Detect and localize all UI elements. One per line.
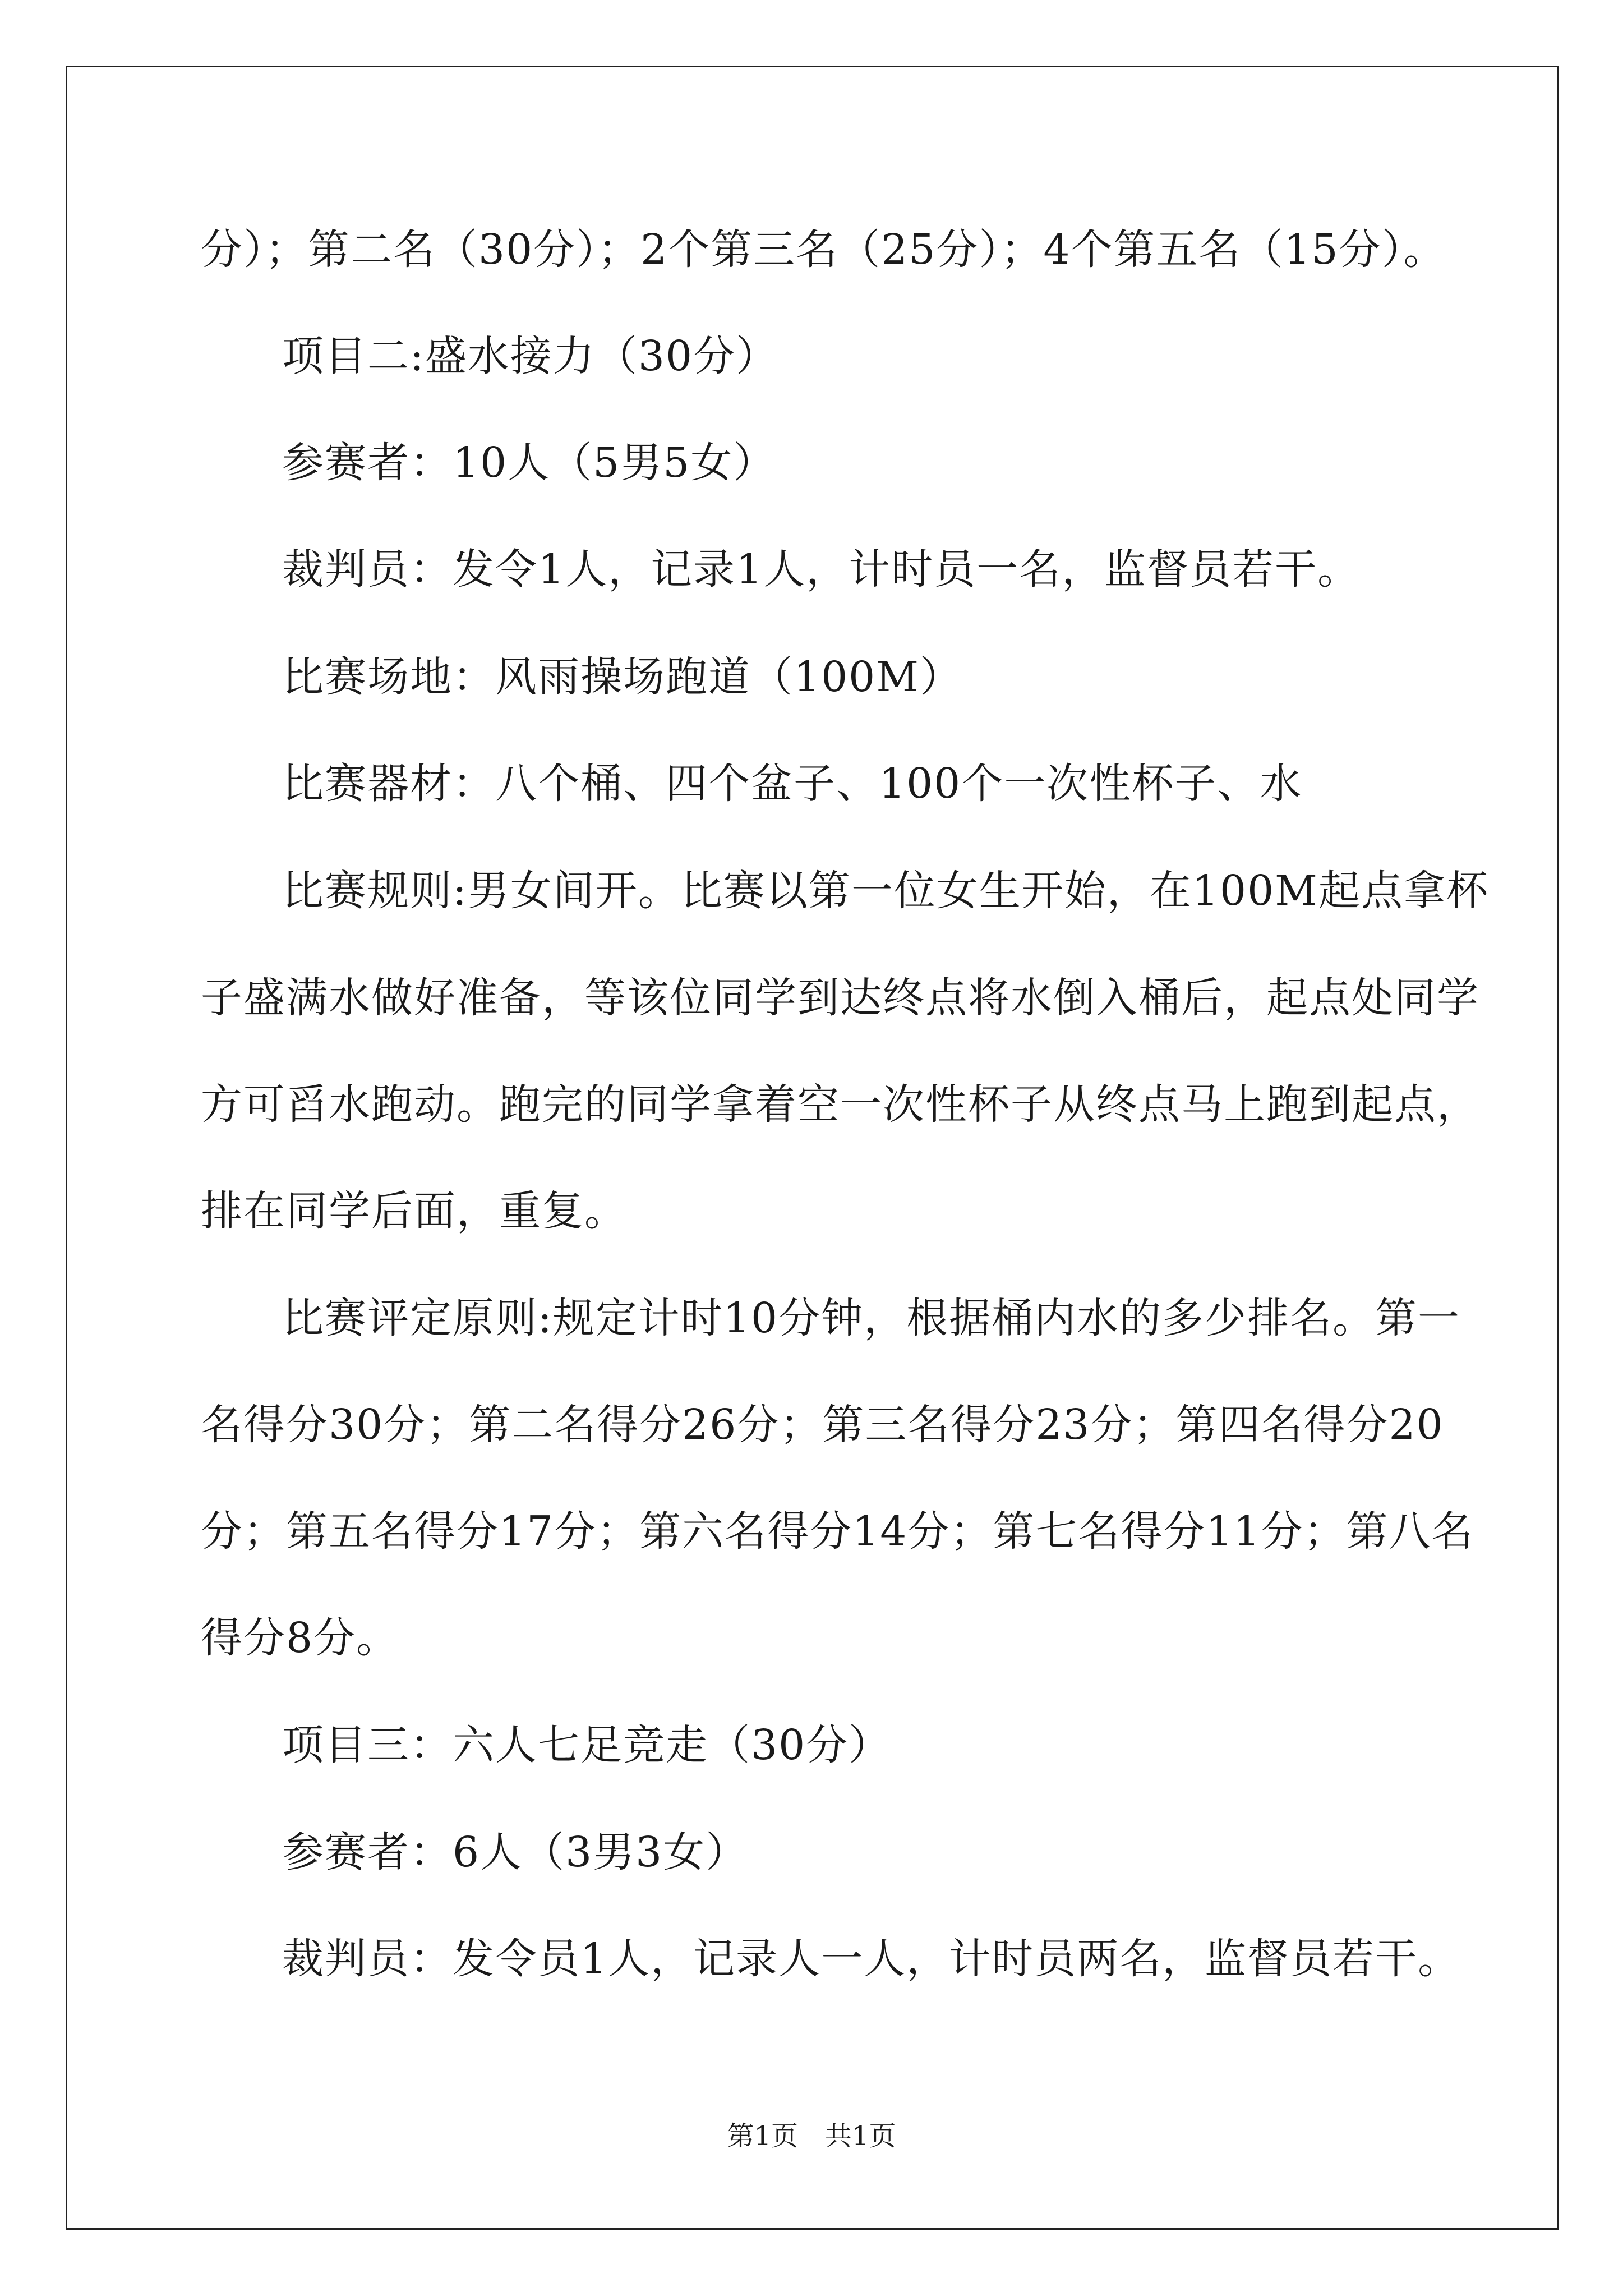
- text-line: 子盛满水做好准备，等该位同学到达终点将水倒入桶后，起点处同学: [201, 974, 1479, 1022]
- section-heading: 项目二:盛水接力（30分）: [282, 332, 779, 380]
- text-line: 参赛者：10人（5男5女）: [282, 439, 776, 487]
- text-line: 得分8分。: [201, 1614, 399, 1662]
- section-heading: 项目三：六人七足竞走（30分）: [282, 1721, 892, 1769]
- text-line: 分）；第二名（30分）；2个第三名（25分）；4个第五名（15分）。: [201, 226, 1446, 274]
- text-line: 比赛场地：风雨操场跑道（100M）: [282, 653, 963, 701]
- text-line: 分；第五名得分17分；第六名得分14分；第七名得分11分；第八名: [201, 1507, 1474, 1556]
- text-line: 比赛规则:男女间开。比赛以第一位女生开始，在100M起点拿杯: [282, 867, 1489, 915]
- page-number: 第1页 共1页: [727, 2120, 896, 2152]
- text-line: 比赛评定原则:规定计时10分钟，根据桶内水的多少排名。第一: [282, 1294, 1461, 1342]
- page-border: [66, 66, 1559, 2230]
- text-line: 名得分30分；第二名得分26分；第三名得分23分；第四名得分20: [201, 1401, 1444, 1449]
- text-line: 参赛者：6人（3男3女）: [282, 1828, 749, 1876]
- text-line: 裁判员：发令1人，记录1人，计时员一名，监督员若干。: [282, 545, 1361, 593]
- text-line: 裁判员：发令员1人，记录人一人，计时员两名，监督员若干。: [282, 1935, 1461, 1983]
- text-line: 方可舀水跑动。跑完的同学拿着空一次性杯子从终点马上跑到起点，: [201, 1080, 1479, 1129]
- text-line: 排在同学后面，重复。: [201, 1187, 627, 1235]
- text-line: 比赛器材：八个桶、四个盆子、100个一次性杯子、水: [282, 760, 1303, 808]
